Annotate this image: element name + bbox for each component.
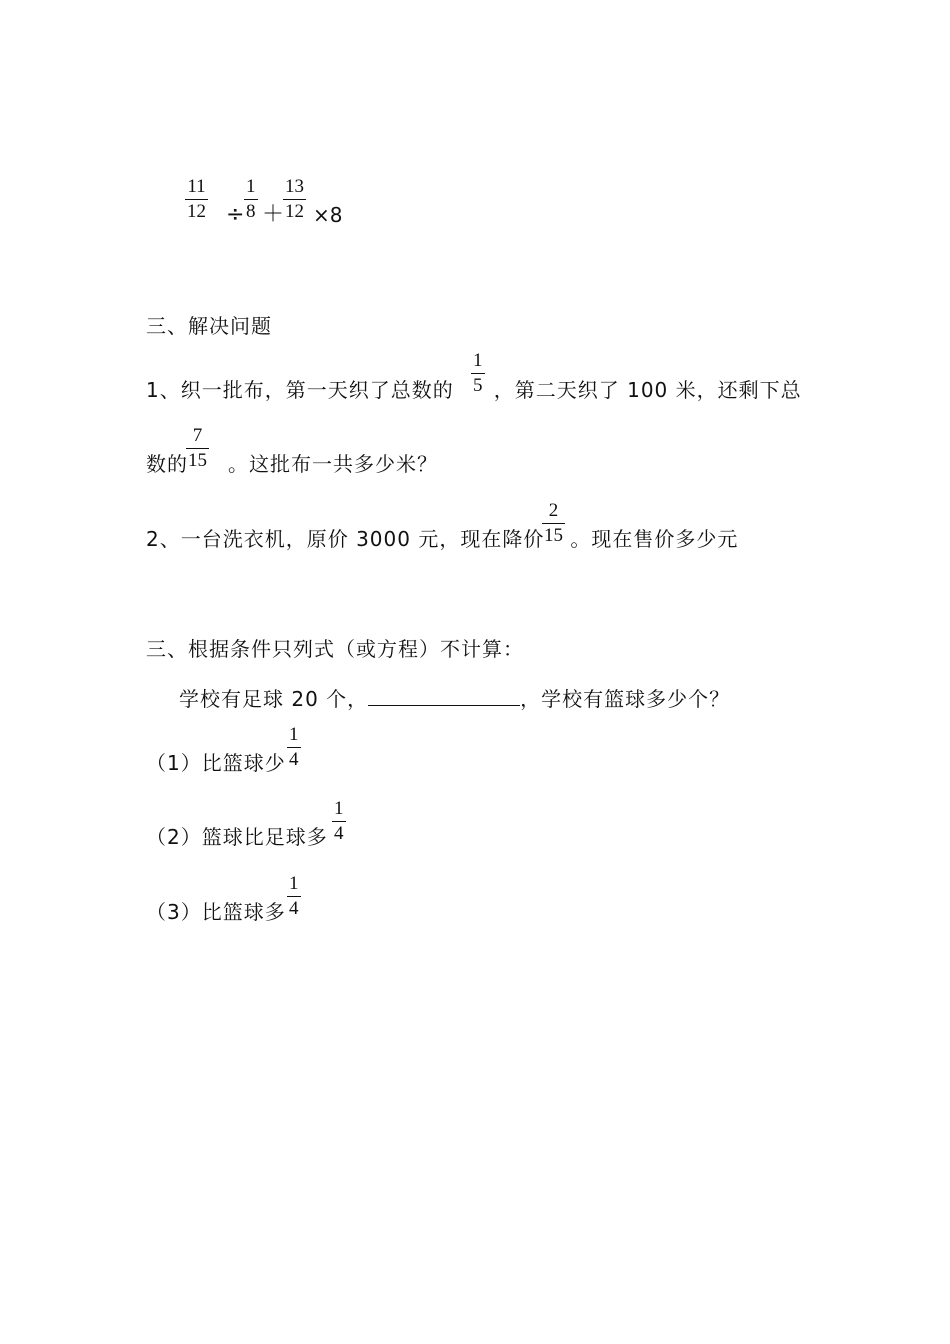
fraction-1-5: [471, 350, 485, 397]
plus-sign: ＋: [262, 202, 285, 227]
fraction-13-12: [283, 176, 306, 223]
fraction-bar: [185, 199, 208, 200]
fraction-1-8: [244, 176, 258, 223]
denominator: 12: [187, 201, 206, 222]
numerator: 11: [187, 176, 206, 197]
fraction-bar: [244, 199, 258, 200]
denominator: 15: [544, 525, 563, 546]
denominator: 4: [289, 898, 299, 919]
denominator: 4: [289, 749, 299, 770]
numerator: 7: [192, 425, 203, 446]
fraction-bar: [186, 448, 209, 449]
divide-sign: ÷: [226, 202, 245, 227]
numerator: 2: [548, 500, 559, 521]
fraction-1-4: [287, 873, 301, 920]
condition-item-3: （3）比篮球多: [146, 900, 286, 924]
times-eight: ×8: [313, 203, 343, 227]
numerator: 1: [289, 873, 299, 894]
denominator: 4: [334, 823, 344, 844]
fraction-11-12: [185, 176, 208, 223]
numerator: 1: [289, 724, 299, 745]
fraction-2-15: [542, 500, 565, 547]
numerator: 1: [473, 350, 483, 371]
fraction-bar: [287, 747, 301, 748]
numerator: 1: [246, 176, 256, 197]
fraction-bar: [283, 199, 306, 200]
question-1-line-2: 数的 。这批布一共多少米？: [146, 452, 438, 476]
condition-item-2: （2）篮球比足球多: [146, 825, 328, 849]
fraction-bar: [542, 523, 565, 524]
equation-stem: 学校有足球 20 个， ，学校有篮球多少个？: [179, 687, 731, 711]
section-heading-solve: 三、解决问题: [146, 314, 272, 338]
fraction-7-15: [186, 425, 209, 472]
fraction-1-4: [287, 724, 301, 771]
fraction-1-4: [332, 798, 346, 845]
fraction-bar: [332, 821, 346, 822]
denominator: 8: [246, 201, 256, 222]
denominator: 15: [188, 450, 207, 471]
condition-item-1: （1）比篮球少: [146, 751, 286, 775]
denominator: 12: [285, 201, 304, 222]
fraction-bar: [471, 373, 485, 374]
denominator: 5: [473, 375, 483, 396]
numerator: 1: [334, 798, 344, 819]
question-2: 2、一台洗衣机，原价 3000 元，现在降价 。现在售价多少元: [146, 527, 739, 551]
section-heading-equation: 三、根据条件只列式（或方程）不计算：: [146, 637, 524, 661]
numerator: 13: [285, 176, 304, 197]
fraction-bar: [287, 896, 301, 897]
question-1-line-1: 1、织一批布，第一天织了总数的 ，第二天织了 100 米，还剩下总: [146, 378, 802, 402]
answer-blank[interactable]: [368, 687, 520, 706]
